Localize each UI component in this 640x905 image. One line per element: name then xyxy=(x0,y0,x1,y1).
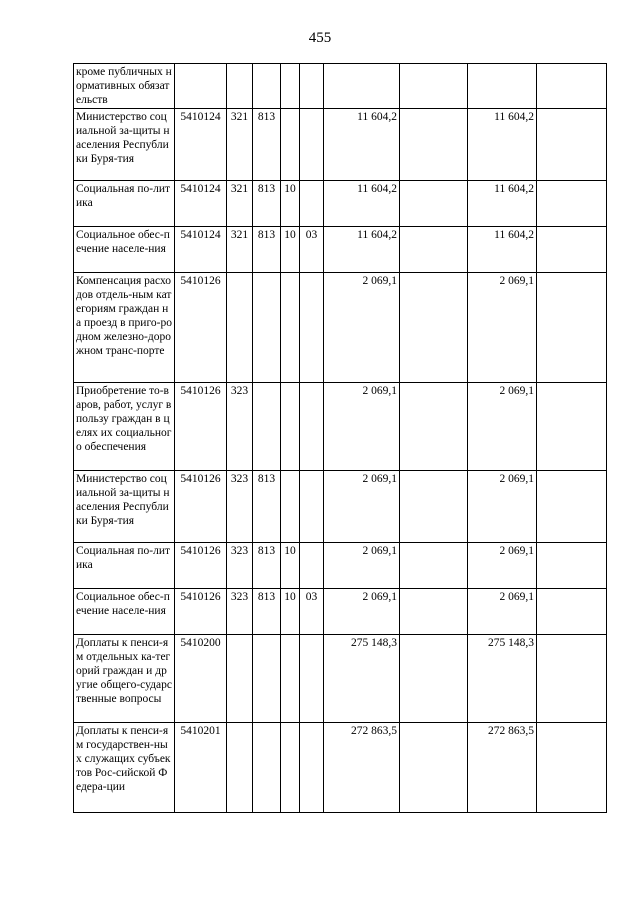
row-empty-cell xyxy=(400,273,468,383)
row-code-cell: 5410126 xyxy=(175,273,227,383)
row-empty-cell xyxy=(400,383,468,471)
row-rz-cell: 813 xyxy=(253,109,281,181)
row-amount-total-cell: 11 604,2 xyxy=(468,109,537,181)
row-pr-cell: 10 xyxy=(281,543,300,589)
row-amount-total-cell: 2 069,1 xyxy=(468,471,537,543)
row-sub-cell xyxy=(300,635,324,723)
row-code-cell: 5410126 xyxy=(175,589,227,635)
row-ved-cell xyxy=(227,723,253,813)
row-pr-cell: 10 xyxy=(281,227,300,273)
row-rz-cell xyxy=(253,723,281,813)
row-empty-cell xyxy=(400,635,468,723)
row-ved-cell xyxy=(227,64,253,109)
row-empty-cell xyxy=(400,723,468,813)
row-name-cell: кроме публичных нормативных обязательств xyxy=(74,64,175,109)
row-sub-cell xyxy=(300,723,324,813)
row-pr-cell xyxy=(281,723,300,813)
table-row xyxy=(74,635,607,723)
table-row xyxy=(74,383,607,471)
row-rz-cell xyxy=(253,383,281,471)
table-row xyxy=(74,181,607,227)
table-row xyxy=(74,723,607,813)
table-row xyxy=(74,109,607,181)
row-sub-cell xyxy=(300,64,324,109)
row-empty-cell xyxy=(400,181,468,227)
row-ved-cell xyxy=(227,635,253,723)
row-amount-cell xyxy=(324,64,400,109)
row-name-cell: Социальное обес-печение населе-ния xyxy=(74,227,175,273)
row-amount-total-cell: 11 604,2 xyxy=(468,181,537,227)
row-empty-cell xyxy=(537,635,607,723)
row-empty-cell xyxy=(537,64,607,109)
row-sub-cell xyxy=(300,543,324,589)
row-empty-cell xyxy=(537,273,607,383)
row-empty-cell xyxy=(400,227,468,273)
row-amount-cell: 2 069,1 xyxy=(324,543,400,589)
row-amount-cell: 272 863,5 xyxy=(324,723,400,813)
row-amount-cell: 2 069,1 xyxy=(324,471,400,543)
page-number: 455 xyxy=(308,30,332,46)
row-sub-cell xyxy=(300,471,324,543)
row-empty-cell xyxy=(537,723,607,813)
row-empty-cell xyxy=(400,543,468,589)
row-amount-cell: 2 069,1 xyxy=(324,383,400,471)
row-pr-cell xyxy=(281,635,300,723)
table-row xyxy=(74,543,607,589)
row-name-cell: Компенсация расходов отдель-ным категориям граждан на проезд в приго-родном железно-дорожном транс-порте xyxy=(74,273,175,383)
row-amount-cell: 275 148,3 xyxy=(324,635,400,723)
table-row xyxy=(74,589,607,635)
row-pr-cell xyxy=(281,383,300,471)
row-code-cell: 5410124 xyxy=(175,227,227,273)
row-empty-cell xyxy=(537,181,607,227)
row-sub-cell: 03 xyxy=(300,227,324,273)
row-amount-cell: 11 604,2 xyxy=(324,181,400,227)
row-name-cell: Министерство социальной за-щиты населения Республики Буря-тия xyxy=(74,471,175,543)
row-code-cell: 5410201 xyxy=(175,723,227,813)
row-empty-cell xyxy=(537,589,607,635)
row-empty-cell xyxy=(400,589,468,635)
row-empty-cell xyxy=(400,109,468,181)
row-sub-cell xyxy=(300,273,324,383)
row-sub-cell: 03 xyxy=(300,589,324,635)
table-row xyxy=(74,227,607,273)
row-ved-cell xyxy=(227,273,253,383)
row-pr-cell xyxy=(281,273,300,383)
row-ved-cell: 323 xyxy=(227,543,253,589)
row-rz-cell: 813 xyxy=(253,227,281,273)
row-sub-cell xyxy=(300,109,324,181)
row-amount-cell: 2 069,1 xyxy=(324,273,400,383)
row-pr-cell xyxy=(281,471,300,543)
row-amount-total-cell: 2 069,1 xyxy=(468,543,537,589)
row-rz-cell: 813 xyxy=(253,181,281,227)
row-empty-cell xyxy=(400,471,468,543)
row-name-cell: Приобретение то-варов, работ, услуг в пользу граждан в целях их социального обеспечения xyxy=(74,383,175,471)
row-empty-cell xyxy=(537,543,607,589)
row-empty-cell xyxy=(537,471,607,543)
table-row xyxy=(74,471,607,543)
row-ved-cell: 323 xyxy=(227,383,253,471)
row-amount-total-cell: 275 148,3 xyxy=(468,635,537,723)
row-code-cell: 5410124 xyxy=(175,181,227,227)
row-pr-cell xyxy=(281,64,300,109)
row-amount-total-cell: 2 069,1 xyxy=(468,273,537,383)
row-rz-cell: 813 xyxy=(253,543,281,589)
row-code-cell: 5410200 xyxy=(175,635,227,723)
row-amount-total-cell: 272 863,5 xyxy=(468,723,537,813)
row-empty-cell xyxy=(537,383,607,471)
row-code-cell: 5410126 xyxy=(175,383,227,471)
row-sub-cell xyxy=(300,383,324,471)
row-empty-cell xyxy=(537,227,607,273)
table-row xyxy=(74,273,607,383)
row-code-cell: 5410126 xyxy=(175,471,227,543)
row-amount-cell: 11 604,2 xyxy=(324,227,400,273)
row-code-cell: 5410126 xyxy=(175,543,227,589)
row-rz-cell: 813 xyxy=(253,589,281,635)
row-rz-cell xyxy=(253,273,281,383)
row-rz-cell xyxy=(253,64,281,109)
row-name-cell: Доплаты к пенси-ям отдельных ка-тегорий граждан и другие общего-сударственные вопросы xyxy=(74,635,175,723)
row-rz-cell: 813 xyxy=(253,471,281,543)
row-rz-cell xyxy=(253,635,281,723)
row-amount-cell: 2 069,1 xyxy=(324,589,400,635)
row-pr-cell: 10 xyxy=(281,589,300,635)
table-row xyxy=(74,64,607,109)
row-empty-cell xyxy=(400,64,468,109)
row-amount-total-cell xyxy=(468,64,537,109)
row-pr-cell: 10 xyxy=(281,181,300,227)
row-amount-total-cell: 2 069,1 xyxy=(468,383,537,471)
row-name-cell: Социальное обес-печение населе-ния xyxy=(74,589,175,635)
row-empty-cell xyxy=(537,109,607,181)
row-ved-cell: 323 xyxy=(227,471,253,543)
row-ved-cell: 323 xyxy=(227,589,253,635)
row-ved-cell: 321 xyxy=(227,227,253,273)
budget-table xyxy=(73,63,607,813)
row-amount-total-cell: 11 604,2 xyxy=(468,227,537,273)
row-code-cell xyxy=(175,64,227,109)
row-name-cell: Социальная по-литика xyxy=(74,181,175,227)
row-ved-cell: 321 xyxy=(227,109,253,181)
row-name-cell: Социальная по-литика xyxy=(74,543,175,589)
row-name-cell: Доплаты к пенси-ям государствен-ных служащих субъектов Рос-сийской Федера-ции xyxy=(74,723,175,813)
row-pr-cell xyxy=(281,109,300,181)
row-sub-cell xyxy=(300,181,324,227)
row-name-cell: Министерство социальной за-щиты населения Республики Буря-тия xyxy=(74,109,175,181)
row-ved-cell: 321 xyxy=(227,181,253,227)
row-amount-total-cell: 2 069,1 xyxy=(468,589,537,635)
row-code-cell: 5410124 xyxy=(175,109,227,181)
row-amount-cell: 11 604,2 xyxy=(324,109,400,181)
